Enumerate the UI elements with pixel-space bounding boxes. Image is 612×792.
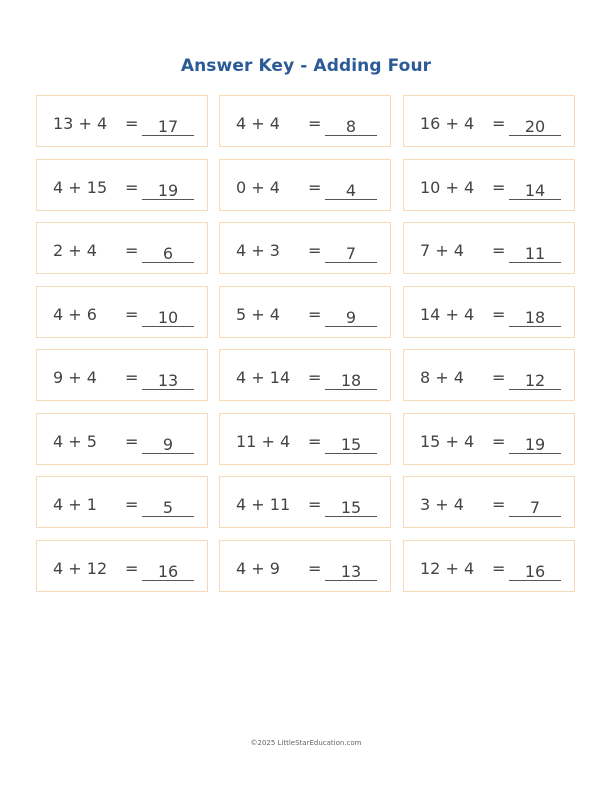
footer-copyright: ©2025 LittleStarEducation.com	[250, 739, 362, 747]
problem-cell	[219, 349, 391, 401]
equals-sign: =	[492, 114, 506, 133]
problem-expression: 15 + 4	[420, 431, 475, 451]
problem-row	[0, 476, 612, 530]
equals-sign: =	[492, 241, 506, 260]
equals-sign: =	[125, 368, 139, 387]
problem-cell	[403, 95, 575, 147]
problem-expression: 4 + 15	[53, 177, 108, 197]
problem-cell	[36, 286, 208, 338]
answer-value: 17	[142, 115, 194, 136]
answer-value: 13	[325, 560, 377, 581]
equals-sign: =	[308, 241, 322, 260]
answer-value: 9	[325, 306, 377, 327]
equals-sign: =	[492, 558, 506, 578]
problem-expression: 0 + 4	[236, 177, 280, 197]
equals-sign: =	[125, 558, 139, 578]
problem-cell	[403, 159, 575, 211]
problem-cell	[36, 540, 208, 592]
problem-cell	[403, 349, 575, 401]
problem-cell	[36, 95, 208, 147]
answer-value: 20	[509, 115, 561, 136]
answer-value: 7	[509, 496, 561, 517]
problem-expression: 16 + 4	[420, 114, 475, 133]
equals-sign: =	[308, 304, 322, 324]
problem-cell	[219, 159, 391, 211]
equals-sign: =	[492, 368, 506, 387]
problem-row	[0, 159, 612, 213]
problem-cell	[403, 222, 575, 274]
problem-expression: 4 + 9	[236, 558, 280, 578]
problem-row	[0, 349, 612, 403]
problem-expression: 5 + 4	[236, 304, 280, 324]
equals-sign: =	[308, 177, 322, 197]
answer-value: 16	[509, 560, 561, 581]
problem-cell	[403, 413, 575, 465]
problem-cell	[219, 476, 391, 528]
problem-expression: 4 + 12	[53, 558, 108, 578]
answer-value: 15	[325, 433, 377, 454]
problem-cell	[219, 413, 391, 465]
page-title: Answer Key - Adding Four	[180, 56, 432, 76]
problem-cell	[36, 476, 208, 528]
answer-value: 16	[142, 560, 194, 581]
equals-sign: =	[492, 304, 506, 324]
answer-value: 12	[509, 369, 561, 390]
problem-expression: 10 + 4	[420, 177, 475, 197]
problem-cell	[219, 95, 391, 147]
problem-expression: 4 + 4	[236, 114, 280, 133]
equals-sign: =	[492, 495, 506, 514]
answer-value: 10	[142, 306, 194, 327]
problem-expression: 8 + 4	[420, 368, 464, 387]
problem-expression: 7 + 4	[420, 241, 464, 260]
answer-value: 6	[142, 242, 194, 263]
problem-expression: 4 + 3	[236, 241, 280, 260]
problem-cell	[219, 286, 391, 338]
equals-sign: =	[492, 177, 506, 197]
problem-expression: 12 + 4	[420, 558, 475, 578]
equals-sign: =	[125, 177, 139, 197]
answer-value: 19	[142, 179, 194, 200]
answer-value: 11	[509, 242, 561, 263]
answer-value: 18	[509, 306, 561, 327]
answer-value: 8	[325, 115, 377, 136]
problem-expression: 4 + 6	[53, 304, 97, 324]
problem-expression: 11 + 4	[236, 431, 291, 451]
problem-row	[0, 95, 612, 149]
problem-expression: 4 + 14	[236, 368, 291, 387]
problem-cell	[403, 286, 575, 338]
problem-row	[0, 413, 612, 467]
equals-sign: =	[492, 431, 506, 451]
problem-cell	[36, 159, 208, 211]
equals-sign: =	[308, 495, 322, 514]
problem-expression: 3 + 4	[420, 495, 464, 514]
problem-cell	[403, 476, 575, 528]
problem-expression: 4 + 5	[53, 431, 97, 451]
answer-value: 5	[142, 496, 194, 517]
problem-expression: 9 + 4	[53, 368, 97, 387]
problem-cell	[36, 413, 208, 465]
problem-row	[0, 286, 612, 340]
equals-sign: =	[125, 241, 139, 260]
problem-expression: 2 + 4	[53, 241, 97, 260]
equals-sign: =	[308, 558, 322, 578]
equals-sign: =	[308, 431, 322, 451]
problem-cell	[219, 540, 391, 592]
answer-value: 7	[325, 242, 377, 263]
answer-value: 9	[142, 433, 194, 454]
answer-value: 13	[142, 369, 194, 390]
answer-value: 15	[325, 496, 377, 517]
problem-cell	[403, 540, 575, 592]
equals-sign: =	[308, 368, 322, 387]
answer-value: 4	[325, 179, 377, 200]
problem-cell	[36, 222, 208, 274]
equals-sign: =	[125, 114, 139, 133]
equals-sign: =	[308, 114, 322, 133]
answer-value: 14	[509, 179, 561, 200]
problem-cell	[36, 349, 208, 401]
problem-expression: 13 + 4	[53, 114, 108, 133]
problem-expression: 4 + 11	[236, 495, 291, 514]
answer-value: 19	[509, 433, 561, 454]
problem-row	[0, 222, 612, 276]
answer-value: 18	[325, 369, 377, 390]
problem-expression: 4 + 1	[53, 495, 97, 514]
equals-sign: =	[125, 495, 139, 514]
equals-sign: =	[125, 431, 139, 451]
problem-cell	[219, 222, 391, 274]
equals-sign: =	[125, 304, 139, 324]
problem-expression: 14 + 4	[420, 304, 475, 324]
problem-row	[0, 540, 612, 594]
